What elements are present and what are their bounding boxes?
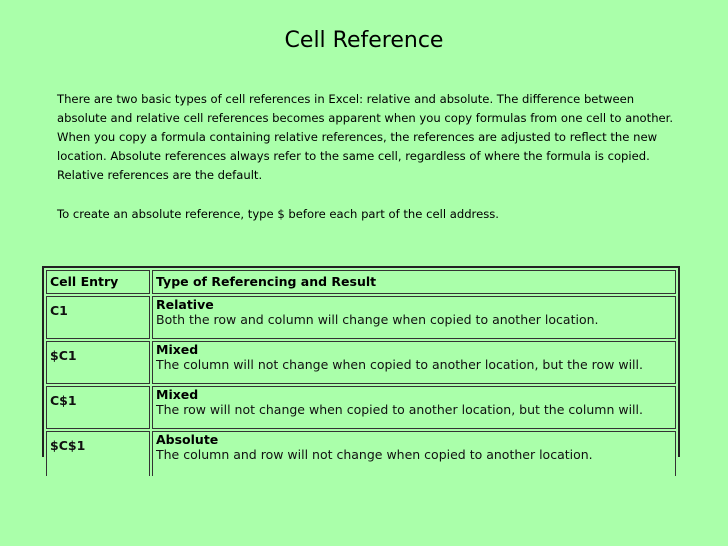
- cell-result: [152, 341, 676, 384]
- header-cell-type: Type of Referencing and Result: [152, 270, 676, 294]
- reference-type: Mixed: [156, 342, 199, 357]
- cell-entry: $C1: [46, 341, 150, 384]
- table-row: [46, 296, 676, 339]
- cell-result: [152, 386, 676, 429]
- reference-type: Relative: [156, 297, 214, 312]
- header-cell-entry: Cell Entry: [46, 270, 150, 294]
- reference-description: The column and row will not change when copied to another location.: [156, 446, 593, 462]
- cell-entry: $C$1: [46, 431, 150, 476]
- cell-result: [152, 431, 676, 476]
- reference-table: [42, 266, 680, 462]
- reference-description: The row will not change when copied to another location, but the column will.: [156, 401, 643, 417]
- cell-entry: C1: [46, 296, 150, 339]
- intro-paragraph: There are two basic types of cell references in Excel: relative and absolute. The difference between absolute and relative cell references becomes apparent when you copy formulas from one cell to another. When you copy a formula containing relative references, the references are adjusted to reflect the new location. Absolute references always refer to the same cell, regardless of where the formula is copied. Relative references are the default.: [57, 92, 674, 182]
- cell-result: [152, 296, 676, 339]
- table-row: [46, 431, 676, 476]
- reference-type: Absolute: [156, 432, 219, 447]
- slide-title: Cell Reference: [284, 28, 444, 53]
- reference-type: Mixed: [156, 387, 199, 402]
- table-row: [46, 341, 676, 384]
- cell-entry: C$1: [46, 386, 150, 429]
- reference-description: The column will not change when copied to another location, but the row will.: [156, 356, 643, 372]
- table-row: [46, 386, 676, 429]
- reference-description: Both the row and column will change when copied to another location.: [156, 311, 599, 327]
- reference-table-grid: [44, 268, 678, 478]
- table-header-row: [46, 270, 676, 294]
- absolute-reference-tip: To create an absolute reference, type $ before each part of the cell address.: [57, 207, 499, 221]
